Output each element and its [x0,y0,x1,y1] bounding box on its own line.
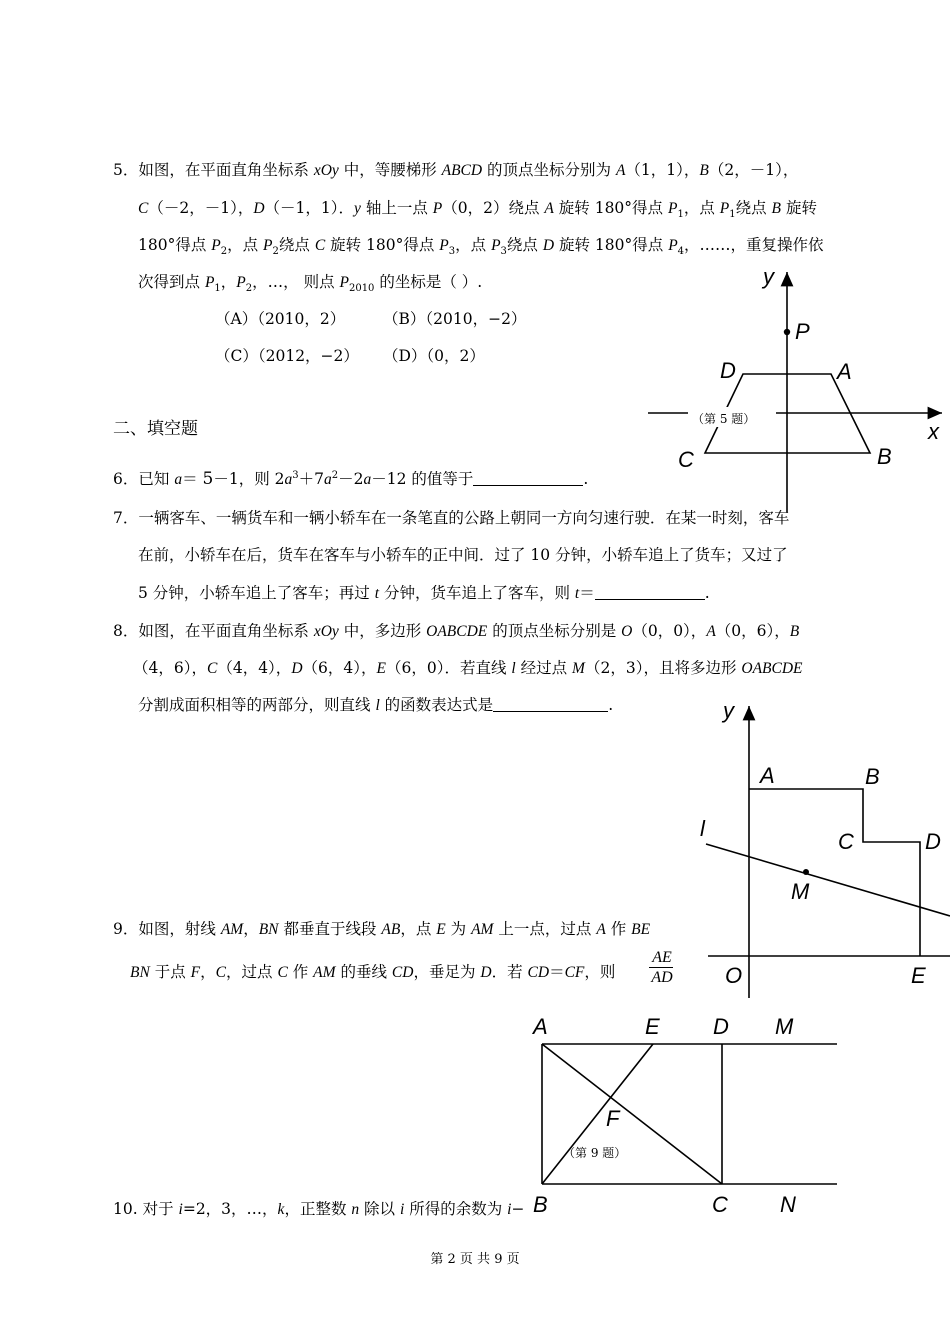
svg-text:A: A [533,1014,548,1039]
svg-text:B: B [865,764,880,789]
q5-option-a: （A）（2010，2） [215,310,346,328]
svg-text:E: E [911,963,926,988]
figure-5 [640,262,950,524]
q8-line2: （4，6），C（4，4），D（6，4），E（6，0）．若直线 l 经过点 M（2，3），且将多边形 OABCDE [133,659,803,677]
q5-option-c: （C）（2012，−2） [215,347,359,365]
svg-text:B: B [877,444,892,469]
point-p [784,329,790,335]
q5-line1: 5．如图，在平面直角坐标系 xOy 中，等腰梯形 ABCD 的顶点坐标分别为 A（1，1），B（2，－1）， [113,161,799,179]
svg-text:y: y [723,698,734,723]
svg-text:N: N [780,1192,796,1217]
svg-text:O: O [725,963,743,988]
svg-text:D: D [925,829,941,854]
fraction-denominator: AD [651,969,673,986]
q10-line1: 10. 对于 i=2，3，…，k，正整数 n 除以 i 所得的余数为 i− [113,1200,525,1218]
svg-text:A: A [760,763,775,788]
svg-text:F: F [606,1106,620,1131]
q5-line3: 180°得点 $P_2$，点 $P_2$绕点 C 旋转 180°得点 $P_3$，点 $P_3$绕点 D 旋转 180°得点 $P_4$，……，重复操作依 [138,236,824,257]
figure-8 [690,696,950,1000]
svg-text:B: B [533,1192,548,1217]
polygon-oabcde [749,789,920,956]
svg-text:P: P [795,319,810,344]
svg-text:y: y [763,264,774,289]
svg-text:l: l [700,816,705,841]
q8-line1: 8．如图，在平面直角坐标系 xOy 中，多边形 OABCDE 的顶点坐标分别是 O（0，0），A（0，6），B [113,622,800,640]
q9-line2: BN 于点 F，C，过点 C 作 AM 的垂线 CD，垂足为 D．若 CD＝CF，则 [130,963,616,981]
q9-line1: 9．如图，射线 AM，BN 都垂直于线段 AB，点 E 为 AM 上一点，过点 A 作 BE [113,920,651,938]
svg-text:C: C [712,1192,728,1217]
section-title-fill-in: 二、填空题 [113,419,198,439]
q7-line2: 在前，小轿车在后，货车在客车与小轿车的正中间．过了 10 分钟，小轿车追上了货车；又过了 [138,546,788,564]
figure-9 [525,1010,845,1220]
q7-line1: 7．一辆客车、一辆货车和一辆小轿车在一条笔直的公路上朝同一方向匀速行驶．在某一时刻，客车 [113,509,790,527]
q5-option-b: （B）（2010，−2） [383,310,527,328]
q9-fraction [649,949,675,988]
line-l [706,844,950,916]
svg-text:（第 5 题）: （第 5 题） [692,412,756,426]
q5-option-d: （D）（0，2） [383,347,485,365]
svg-text:A: A [837,359,852,384]
q5-line4: 次得到点 $P_1$，$P_2$，…， 则点 $P_{2010}$ 的坐标是（ ）. [138,273,483,294]
svg-text:D: D [720,358,736,383]
q6-line1: 6．已知 a＝ 5－1，则 $2a^3+7a^2-2a-12$ 的值等于 . [113,469,589,489]
point-m [803,869,809,875]
svg-text:C: C [838,829,854,854]
segment-be [542,1044,653,1184]
svg-text:M: M [775,1014,794,1039]
svg-text:x: x [928,419,939,444]
page-footer: 第 2 页 共 9 页 [430,1252,520,1267]
q7-line3: 5 分钟，小轿车追上了客车；再过 t 分钟，货车追上了客车，则 t＝ . [138,584,710,602]
svg-text:D: D [713,1014,729,1039]
q8-answer-blank[interactable] [493,697,608,712]
svg-text:E: E [645,1014,660,1039]
segment-ac [542,1044,722,1184]
fraction-numerator: AE [649,949,675,968]
q6-answer-blank[interactable] [473,471,583,486]
svg-text:C: C [678,447,694,472]
svg-text:M: M [791,879,810,904]
q7-answer-blank[interactable] [595,585,705,600]
svg-text:（第 9 题）: （第 9 题） [563,1146,627,1160]
q5-line2: C（－2，－1），D（－1，1）．y 轴上一点 P（0，2）绕点 A 旋转 180°得点 $P_1$，点 $P_1$绕点 B 旋转 [138,199,817,220]
q8-line3: 分割成面积相等的两部分，则直线 l 的函数表达式是 . [138,696,614,714]
